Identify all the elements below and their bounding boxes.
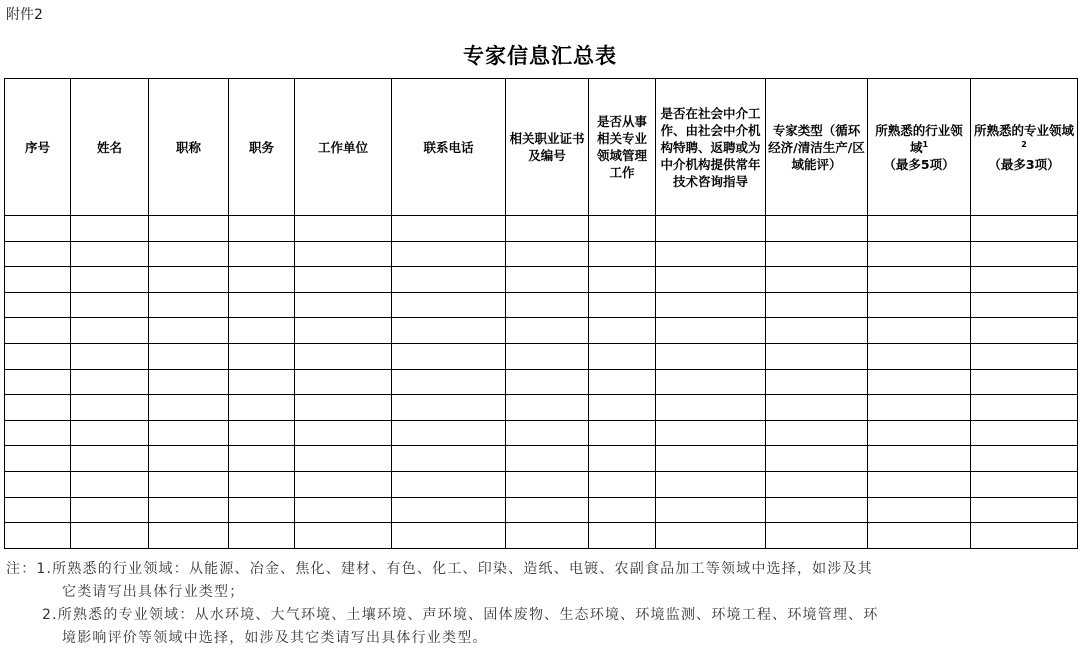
table-cell[interactable] (506, 420, 589, 446)
table-cell[interactable] (71, 420, 149, 446)
table-cell[interactable] (589, 241, 656, 267)
table-cell[interactable] (392, 523, 506, 549)
note-line-1: 注：1.所熟悉的行业领域：从能源、冶金、焦化、建材、有色、化工、印染、造纸、电镀、农副食品加工等领域中选择，如涉及其 (6, 561, 873, 577)
table-cell[interactable] (971, 446, 1078, 472)
table-cell[interactable] (392, 395, 506, 421)
table-cell[interactable] (149, 318, 229, 344)
table-cell[interactable] (5, 497, 71, 523)
table-cell[interactable] (971, 241, 1078, 267)
professional-field-label: 所熟悉的专业领域 (973, 122, 1074, 138)
footnotes (6, 558, 1074, 650)
table-cell[interactable] (766, 497, 868, 523)
table-cell[interactable] (149, 497, 229, 523)
col-header-position: 职务 (229, 79, 295, 216)
table-cell[interactable] (5, 292, 71, 318)
table-cell[interactable] (392, 343, 506, 369)
table-cell[interactable] (506, 395, 589, 421)
table-cell[interactable] (868, 267, 971, 293)
table-cell[interactable] (149, 446, 229, 472)
professional-field-footnote-mark: 2 (1021, 139, 1027, 149)
table-cell[interactable] (71, 497, 149, 523)
table-cell[interactable] (229, 471, 295, 497)
table-cell[interactable] (868, 446, 971, 472)
table-cell[interactable] (149, 420, 229, 446)
note-line-4: 境影响评价等领域中选择，如涉及其它类请写出具体行业类型。 (62, 630, 488, 646)
table-cell[interactable] (868, 497, 971, 523)
table-cell[interactable] (229, 497, 295, 523)
table-cell[interactable] (868, 523, 971, 549)
table-cell[interactable] (766, 446, 868, 472)
table-cell[interactable] (589, 395, 656, 421)
table-cell[interactable] (295, 318, 392, 344)
table-cell[interactable] (229, 241, 295, 267)
table-cell[interactable] (71, 216, 149, 242)
col-header-serial: 序号 (5, 79, 71, 216)
table-cell[interactable] (656, 343, 766, 369)
table-cell[interactable] (5, 343, 71, 369)
table-cell[interactable] (229, 292, 295, 318)
industry-field-footnote-mark: 1 (922, 139, 929, 149)
table-cell[interactable] (971, 497, 1078, 523)
table-cell[interactable] (295, 369, 392, 395)
table-cell[interactable] (295, 216, 392, 242)
col-header-management-work: 是否从事相关专业领域管理工作 (589, 79, 656, 216)
table-cell[interactable] (971, 523, 1078, 549)
table-cell[interactable] (766, 216, 868, 242)
table-cell[interactable] (971, 343, 1078, 369)
table-row (5, 267, 1078, 293)
table-cell[interactable] (295, 292, 392, 318)
table-cell[interactable] (868, 471, 971, 497)
table-cell[interactable] (229, 216, 295, 242)
table-cell[interactable] (506, 343, 589, 369)
table-row (5, 216, 1078, 242)
table-cell[interactable] (295, 446, 392, 472)
table-cell[interactable] (295, 523, 392, 549)
table-header-row (5, 79, 1078, 216)
table-row (5, 395, 1078, 421)
table-cell[interactable] (506, 216, 589, 242)
table-cell[interactable] (971, 369, 1078, 395)
table-body (5, 216, 1078, 549)
col-header-industry-field (868, 79, 971, 216)
attachment-label: 附件2 (6, 7, 43, 23)
table-cell[interactable] (656, 395, 766, 421)
page-title: 专家信息汇总表 (463, 44, 617, 68)
table-cell[interactable] (589, 292, 656, 318)
table-cell[interactable] (392, 497, 506, 523)
table-row (5, 523, 1078, 549)
table-cell[interactable] (589, 420, 656, 446)
table-cell[interactable] (766, 292, 868, 318)
table-cell[interactable] (589, 471, 656, 497)
table-cell[interactable] (506, 369, 589, 395)
table-cell[interactable] (295, 395, 392, 421)
table-cell[interactable] (766, 267, 868, 293)
table-cell[interactable] (868, 395, 971, 421)
table-cell[interactable] (71, 523, 149, 549)
table-cell[interactable] (392, 471, 506, 497)
table-cell[interactable] (766, 343, 868, 369)
table-cell[interactable] (656, 497, 766, 523)
table-cell[interactable] (868, 420, 971, 446)
table-row (5, 343, 1078, 369)
table-cell[interactable] (589, 523, 656, 549)
table-cell[interactable] (766, 471, 868, 497)
table-cell[interactable] (589, 343, 656, 369)
table-cell[interactable] (229, 318, 295, 344)
table-cell[interactable] (589, 497, 656, 523)
table-cell[interactable] (971, 292, 1078, 318)
table-cell[interactable] (506, 318, 589, 344)
table-cell[interactable] (229, 420, 295, 446)
expert-summary-table (4, 78, 1078, 549)
table-cell[interactable] (766, 523, 868, 549)
table-cell[interactable] (766, 318, 868, 344)
table-cell[interactable] (868, 216, 971, 242)
table-cell[interactable] (766, 420, 868, 446)
table-cell[interactable] (392, 216, 506, 242)
table-cell[interactable] (5, 318, 71, 344)
table-cell[interactable] (229, 267, 295, 293)
table-cell[interactable] (229, 369, 295, 395)
table-cell[interactable] (71, 446, 149, 472)
table-cell[interactable] (295, 497, 392, 523)
table-cell[interactable] (971, 471, 1078, 497)
table-cell[interactable] (5, 523, 71, 549)
table-cell[interactable] (149, 267, 229, 293)
table-cell[interactable] (5, 471, 71, 497)
table-cell[interactable] (71, 292, 149, 318)
table-cell[interactable] (295, 471, 392, 497)
col-header-certificate: 相关职业证书及编号 (506, 79, 589, 216)
table-cell[interactable] (149, 292, 229, 318)
table-cell[interactable] (971, 318, 1078, 344)
table-row (5, 318, 1078, 344)
professional-field-limit: （最多3项） (988, 156, 1060, 172)
table-cell[interactable] (971, 420, 1078, 446)
table-cell[interactable] (71, 343, 149, 369)
table-cell[interactable] (589, 267, 656, 293)
col-header-intermediary: 是否在社会中介工作、由社会中介机构特聘、返聘或为中介机构提供常年技术咨询指导 (656, 79, 766, 216)
table-cell[interactable] (392, 318, 506, 344)
table-row (5, 497, 1078, 523)
table-cell[interactable] (766, 395, 868, 421)
table-cell[interactable] (149, 523, 229, 549)
table-cell[interactable] (5, 420, 71, 446)
table-cell[interactable] (71, 369, 149, 395)
table-cell[interactable] (656, 267, 766, 293)
table-cell[interactable] (5, 395, 71, 421)
col-header-expert-type: 专家类型（循环经济/清洁生产/区域能评） (766, 79, 868, 216)
table-cell[interactable] (295, 420, 392, 446)
table-cell[interactable] (392, 267, 506, 293)
table-cell[interactable] (656, 369, 766, 395)
table-cell[interactable] (392, 292, 506, 318)
table-row (5, 471, 1078, 497)
table-cell[interactable] (589, 369, 656, 395)
table-cell[interactable] (71, 318, 149, 344)
table-cell[interactable] (656, 420, 766, 446)
table-cell[interactable] (5, 241, 71, 267)
note-line-2: 它类请写出具体行业类型； (62, 584, 245, 600)
table-cell[interactable] (589, 318, 656, 344)
table-cell[interactable] (868, 369, 971, 395)
table-cell[interactable] (71, 267, 149, 293)
table-cell[interactable] (229, 343, 295, 369)
col-header-work-unit: 工作单位 (295, 79, 392, 216)
table-cell[interactable] (506, 497, 589, 523)
table-row (5, 420, 1078, 446)
table-cell[interactable] (656, 471, 766, 497)
table-cell[interactable] (71, 395, 149, 421)
table-cell[interactable] (506, 267, 589, 293)
table-cell[interactable] (868, 318, 971, 344)
table-cell[interactable] (149, 471, 229, 497)
table-cell[interactable] (971, 216, 1078, 242)
table-cell[interactable] (868, 343, 971, 369)
table-cell[interactable] (589, 216, 656, 242)
table-cell[interactable] (149, 343, 229, 369)
table-cell[interactable] (656, 292, 766, 318)
table-cell[interactable] (656, 318, 766, 344)
table-row (5, 369, 1078, 395)
col-header-professional-field (971, 79, 1078, 216)
table-cell[interactable] (392, 446, 506, 472)
table-cell[interactable] (868, 292, 971, 318)
table-cell[interactable] (868, 241, 971, 267)
table-cell[interactable] (506, 292, 589, 318)
table-cell[interactable] (295, 241, 392, 267)
table-cell[interactable] (971, 267, 1078, 293)
table-cell[interactable] (766, 369, 868, 395)
table-cell[interactable] (5, 216, 71, 242)
table-cell[interactable] (392, 241, 506, 267)
table-cell[interactable] (506, 241, 589, 267)
table-cell[interactable] (766, 241, 868, 267)
table-cell[interactable] (149, 369, 229, 395)
table-cell[interactable] (392, 420, 506, 446)
table-row (5, 446, 1078, 472)
col-header-phone: 联系电话 (392, 79, 506, 216)
col-header-name: 姓名 (71, 79, 149, 216)
table-cell[interactable] (506, 523, 589, 549)
table-cell[interactable] (392, 369, 506, 395)
table-cell[interactable] (229, 446, 295, 472)
industry-field-limit: （最多5项） (883, 156, 955, 172)
table-cell[interactable] (971, 395, 1078, 421)
table-cell[interactable] (295, 343, 392, 369)
table-cell[interactable] (656, 241, 766, 267)
table-cell[interactable] (149, 241, 229, 267)
table-cell[interactable] (5, 369, 71, 395)
table-row (5, 292, 1078, 318)
table-cell[interactable] (589, 446, 656, 472)
table-cell[interactable] (149, 395, 229, 421)
table-cell[interactable] (506, 446, 589, 472)
col-header-title: 职称 (149, 79, 229, 216)
table-cell[interactable] (5, 446, 71, 472)
table-cell[interactable] (229, 395, 295, 421)
table-cell[interactable] (656, 523, 766, 549)
note-line-3: 2.所熟悉的专业领域：从水环境、大气环境、土壤环境、声环境、固体废物、生态环境、环境监测、环境工程、环境管理、环 (42, 607, 879, 623)
table-row (5, 241, 1078, 267)
table-cell[interactable] (71, 241, 149, 267)
table-cell[interactable] (656, 216, 766, 242)
table-cell[interactable] (229, 523, 295, 549)
table-cell[interactable] (506, 471, 589, 497)
table-cell[interactable] (656, 446, 766, 472)
table-cell[interactable] (149, 216, 229, 242)
table-cell[interactable] (5, 267, 71, 293)
table-cell[interactable] (295, 267, 392, 293)
table-cell[interactable] (71, 471, 149, 497)
industry-field-label: 所熟悉的行业领域 (875, 122, 963, 155)
